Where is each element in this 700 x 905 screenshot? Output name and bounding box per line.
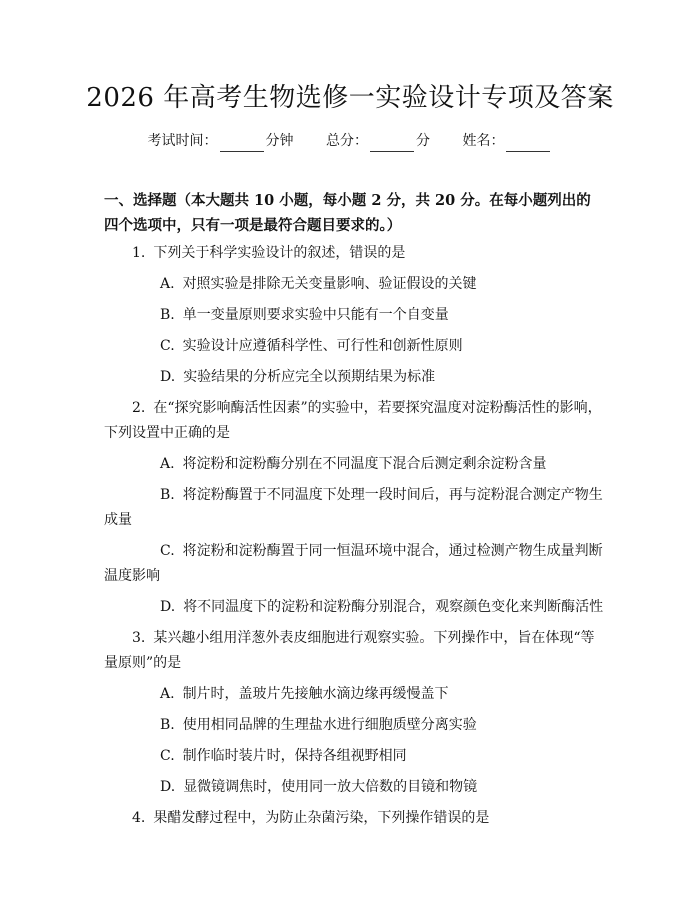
- question-3-option-d: [104, 775, 604, 800]
- option-text: 实验结果的分析应完全以预期结果为标准: [183, 369, 436, 385]
- question-number: 4.: [132, 810, 146, 826]
- question-stem: 某兴趣小组用洋葱外表皮细胞进行观察实验。下列操作中，旨在体现“等量原则”的是: [104, 630, 595, 671]
- question-2: [104, 396, 604, 446]
- section-heading: 一、选择题（本大题共 10 小题，每小题 2 分，共 20 分。在每小题列出的四个选项中，只有一项是最符合题目要求的。）: [104, 192, 591, 234]
- question-3-option-b: [104, 713, 604, 738]
- exam-time-field: [148, 133, 298, 149]
- option-letter: D.: [160, 369, 176, 385]
- time-blank: [220, 135, 264, 152]
- question-1-option-a: [104, 272, 604, 297]
- option-text: 实验设计应遵循科学性、可行性和创新性原则: [182, 338, 463, 354]
- option-letter: D.: [160, 599, 176, 615]
- question-1-option-d: [104, 365, 604, 390]
- question-2-option-c: [104, 539, 604, 589]
- option-text: 使用相同品牌的生理盐水进行细胞质壁分离实验: [182, 717, 477, 733]
- option-text: 单一变量原则要求实验中只能有一个自变量: [182, 307, 449, 323]
- name-label: 姓名：: [462, 133, 505, 149]
- option-letter: B.: [160, 307, 175, 323]
- option-text: 将淀粉酶置于不同温度下处理一段时间后，再与淀粉混合测定产物生成量: [104, 487, 603, 528]
- question-1: [104, 241, 604, 266]
- option-text: 将淀粉和淀粉酶置于同一恒温环境中混合，通过检测产物生成量判断温度影响: [104, 543, 603, 584]
- question-stem: 在“探究影响酶活性因素”的实验中，若要探究温度对淀粉酶活性的影响，下列设置中正确的是: [104, 400, 602, 441]
- option-text: 将不同温度下的淀粉和淀粉酶分别混合，观察颜色变化来判断酶活性: [183, 599, 604, 615]
- option-text: 制片时，盖玻片先接触水滴边缘再缓慢盖下: [182, 686, 449, 702]
- time-label: 考试时间：: [147, 133, 218, 149]
- option-letter: B.: [160, 717, 175, 733]
- question-4: [104, 806, 604, 831]
- score-unit: 分: [416, 133, 430, 149]
- option-letter: A.: [160, 686, 175, 702]
- score-label: 总分：: [326, 133, 368, 149]
- question-number: 3.: [132, 630, 146, 646]
- question-1-option-c: [104, 334, 604, 359]
- option-letter: C.: [160, 543, 175, 559]
- question-number: 2.: [132, 400, 146, 416]
- option-text: 制作临时装片时，保持各组视野相同: [182, 748, 407, 764]
- question-list: [104, 241, 604, 837]
- question-2-option-b: [104, 483, 604, 533]
- option-letter: A.: [160, 456, 175, 472]
- question-3-option-c: [104, 744, 604, 769]
- question-1-option-b: [104, 303, 604, 328]
- option-text: 将淀粉和淀粉酶分别在不同温度下混合后测定剩余淀粉含量: [182, 456, 547, 472]
- total-score-field: [326, 133, 434, 149]
- name-blank: [506, 135, 550, 152]
- option-text: 对照实验是排除无关变量影响、验证假设的关键: [182, 276, 477, 292]
- option-letter: A.: [160, 276, 175, 292]
- question-3: [104, 626, 604, 676]
- question-3-option-a: [104, 682, 604, 707]
- student-name-field: [462, 133, 552, 149]
- time-unit: 分钟: [265, 133, 294, 149]
- question-stem: 下列关于科学实验设计的叙述，错误的是: [153, 245, 406, 261]
- option-letter: C.: [160, 748, 175, 764]
- score-blank: [370, 135, 414, 152]
- option-letter: D.: [160, 779, 176, 795]
- question-2-option-a: [104, 452, 604, 477]
- question-number: 1.: [132, 245, 146, 261]
- question-2-option-d: [104, 595, 604, 620]
- page-title: 2026 年高考生物选修一实验设计专项及答案: [86, 83, 614, 113]
- option-letter: C.: [160, 338, 175, 354]
- exam-meta-line: [0, 130, 700, 152]
- question-stem: 果醋发酵过程中，为防止杂菌污染，下列操作错误的是: [153, 810, 490, 826]
- option-text: 显微镜调焦时，使用同一放大倍数的目镜和物镜: [183, 779, 478, 795]
- option-letter: B.: [160, 487, 175, 503]
